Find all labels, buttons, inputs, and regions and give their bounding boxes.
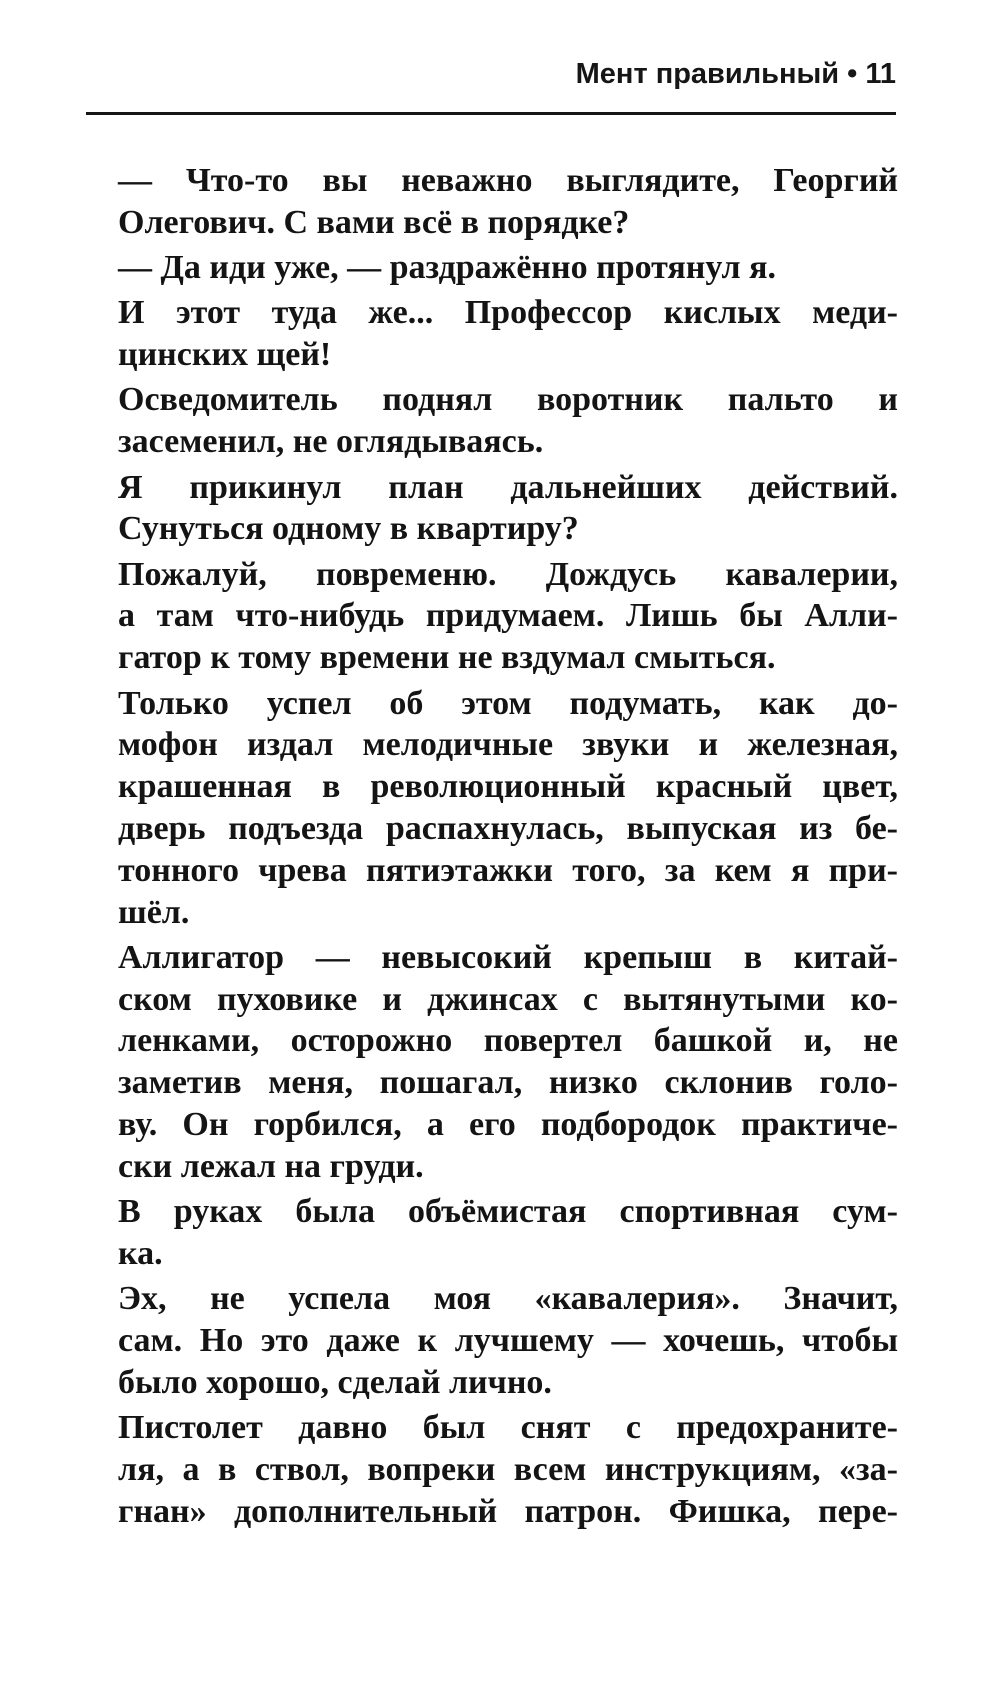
text-line: — Да иди уже, — раздражённо протянул я. xyxy=(118,249,777,287)
text-line: Пожалуй, повременю. Дождусь кавалерии, xyxy=(118,555,898,593)
body-text xyxy=(118,160,898,1536)
paragraph xyxy=(118,554,898,679)
text-line: ски лежал на груди. xyxy=(118,1147,424,1185)
text-line: цинских щей! xyxy=(118,336,332,374)
text-line: Эх, не успела моя «кавалерия». Значит, xyxy=(118,1280,898,1318)
text-line: крашенная в революционный красный цвет, xyxy=(118,768,898,806)
text-line: ля, а в ствол, вопреки всем инструкциям, «за- xyxy=(118,1450,898,1488)
text-line: Олегович. С вами всё в порядке? xyxy=(118,203,630,241)
text-line: ву. Он горбился, а его подбородок практиче- xyxy=(118,1106,898,1144)
text-line: Сунуться одному в квартиру? xyxy=(118,510,579,548)
text-line: сам. Но это даже к лучшему — хочешь, чтобы xyxy=(118,1322,898,1360)
text-line: мофон издал мелодичные звуки и железная, xyxy=(118,726,898,764)
paragraph xyxy=(118,683,898,934)
paragraph xyxy=(118,247,898,289)
header-rule xyxy=(86,112,896,115)
text-line: тонного чрева пятиэтажки того, за кем я при- xyxy=(118,851,898,889)
text-line: В руках была объёмистая спортивная сум- xyxy=(118,1193,898,1231)
text-line: а там что-нибудь придумаем. Лишь бы Алли- xyxy=(118,597,898,635)
text-line: гнан» дополнительный патрон. Фишка, пере- xyxy=(118,1492,898,1530)
text-line: было хорошо, сделай лично. xyxy=(118,1363,552,1401)
text-line: дверь подъезда распахнулась, выпуская из бе- xyxy=(118,809,898,847)
paragraph xyxy=(118,292,898,376)
text-line: Осведомитель поднял воротник пальто и xyxy=(118,381,898,419)
paragraph xyxy=(118,1278,898,1403)
paragraph xyxy=(118,1407,898,1532)
paragraph xyxy=(118,467,898,551)
text-line: И этот туда же... Профессор кислых меди- xyxy=(118,294,898,332)
text-line: засеменил, не оглядываясь. xyxy=(118,423,544,461)
text-line: — Что-то вы неважно выглядите, Георгий xyxy=(118,162,898,199)
paragraph xyxy=(118,379,898,463)
text-line: Я прикинул план дальнейших действий. xyxy=(118,468,898,506)
text-line: Аллигатор — невысокий крепыш в китай- xyxy=(118,938,898,976)
paragraph xyxy=(118,937,898,1188)
text-line: ленками, осторожно повертел башкой и, не xyxy=(118,1022,898,1060)
paragraph xyxy=(118,1191,898,1275)
text-line: ском пуховике и джинсах с вытянутыми ко- xyxy=(118,980,898,1018)
text-line: гатор к тому времени не вздумал смыться. xyxy=(118,639,776,677)
running-header: Мент правильный • 11 xyxy=(575,58,896,90)
text-line: Пистолет давно был снят с предохраните- xyxy=(118,1409,898,1447)
paragraph xyxy=(118,160,898,244)
text-line: шёл. xyxy=(118,893,190,931)
text-line: заметив меня, пошагал, низко склонив голо- xyxy=(118,1064,898,1102)
text-line: ка. xyxy=(118,1234,163,1272)
text-line: Только успел об этом подумать, как до- xyxy=(118,684,898,722)
